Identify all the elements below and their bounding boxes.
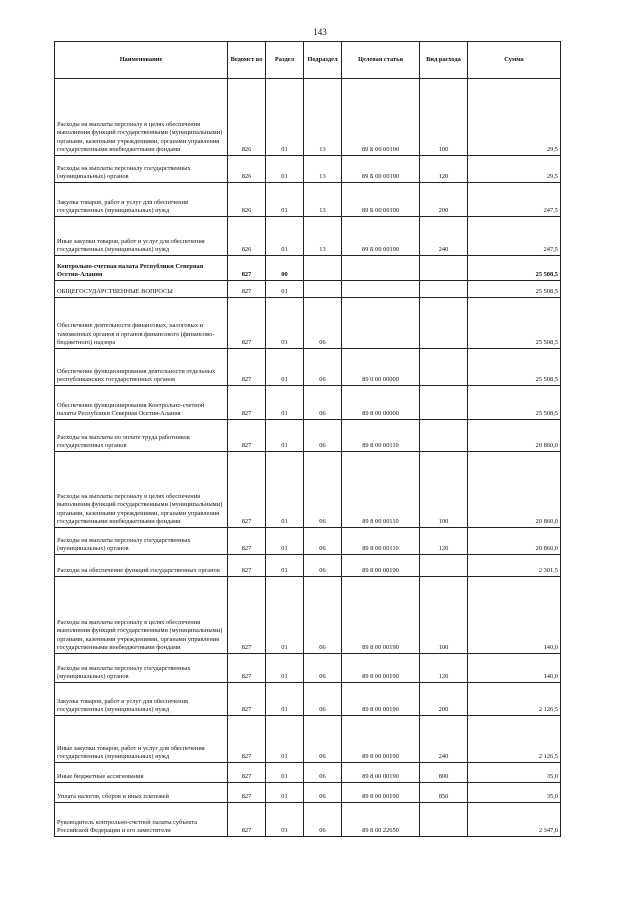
cell-summa: 140,0 [468, 654, 561, 683]
cell-summa: 20 860,0 [468, 420, 561, 452]
cell-vedomstvo: 827 [228, 386, 266, 420]
cell-vedomstvo: 827 [228, 577, 266, 654]
cell-razdel: 01 [266, 452, 304, 528]
cell-celevaya-statya: 89 8 00 00000 [342, 386, 420, 420]
cell-celevaya-statya: 89 Б 00 00190 [342, 79, 420, 156]
cell-razdel: 01 [266, 217, 304, 256]
cell-name: Обеспечение деятельности финансовых, налоговых и таможенных органов и органов финансового (финансово-бюджетного) надзора [55, 298, 228, 349]
cell-vedomstvo: 827 [228, 716, 266, 763]
cell-razdel: 01 [266, 183, 304, 217]
cell-vedomstvo: 827 [228, 783, 266, 803]
cell-podrazdel: 13 [304, 217, 342, 256]
table-row [55, 183, 561, 217]
cell-podrazdel: 06 [304, 298, 342, 349]
cell-razdel: 01 [266, 79, 304, 156]
cell-vid-raskhoda [420, 555, 468, 577]
cell-celevaya-statya: 89 8 00 00110 [342, 452, 420, 528]
header-vid-raskhoda: Вид расхода [420, 42, 468, 79]
cell-podrazdel: 06 [304, 803, 342, 837]
budget-table [54, 41, 561, 837]
cell-razdel: 01 [266, 577, 304, 654]
cell-celevaya-statya: 89 Б 00 00190 [342, 217, 420, 256]
cell-vedomstvo: 827 [228, 420, 266, 452]
cell-celevaya-statya: 89 8 00 00190 [342, 555, 420, 577]
cell-razdel: 01 [266, 803, 304, 837]
cell-name: ОБЩЕГОСУДАРСТВЕННЫЕ ВОПРОСЫ [55, 281, 228, 298]
cell-podrazdel: 13 [304, 156, 342, 183]
cell-podrazdel: 06 [304, 386, 342, 420]
cell-vedomstvo: 826 [228, 79, 266, 156]
cell-name: Иные бюджетные ассигнования [55, 763, 228, 783]
cell-vedomstvo: 827 [228, 349, 266, 386]
cell-podrazdel: 06 [304, 420, 342, 452]
header-name: Наименование [55, 42, 228, 79]
cell-name: Расходы на обеспечение функций государственных органов [55, 555, 228, 577]
table-header [55, 42, 561, 79]
cell-name: Расходы на выплаты персоналу государственных (муниципальных) органов [55, 654, 228, 683]
cell-celevaya-statya [342, 298, 420, 349]
header-vedomstvo: Ведомст во [228, 42, 266, 79]
cell-celevaya-statya: 89 8 00 00190 [342, 716, 420, 763]
cell-podrazdel: 06 [304, 716, 342, 763]
table-row [55, 349, 561, 386]
cell-razdel: 00 [266, 256, 304, 281]
cell-razdel: 01 [266, 716, 304, 763]
cell-celevaya-statya: 89 8 00 00110 [342, 528, 420, 555]
cell-name: Обеспечение функционирования Контрольно-счетной палаты Республики Северная Осетия-Алания [55, 386, 228, 420]
cell-vedomstvo: 827 [228, 281, 266, 298]
cell-summa: 2 126,5 [468, 716, 561, 763]
cell-vid-raskhoda [420, 420, 468, 452]
cell-vid-raskhoda: 100 [420, 452, 468, 528]
cell-summa: 25 508,5 [468, 256, 561, 281]
cell-summa: 29,5 [468, 79, 561, 156]
cell-razdel: 01 [266, 654, 304, 683]
table-row [55, 420, 561, 452]
cell-podrazdel: 06 [304, 783, 342, 803]
cell-podrazdel: 06 [304, 452, 342, 528]
cell-name: Расходы на выплаты персоналу государственных (муниципальных) органов [55, 156, 228, 183]
cell-summa: 247,5 [468, 183, 561, 217]
cell-vedomstvo: 827 [228, 683, 266, 716]
cell-vid-raskhoda: 100 [420, 79, 468, 156]
cell-name: Обеспечение функционирования деятельности отдельных республиканских государственных органов [55, 349, 228, 386]
cell-vedomstvo: 827 [228, 555, 266, 577]
cell-vid-raskhoda: 800 [420, 763, 468, 783]
cell-celevaya-statya: 89 Б 00 00190 [342, 156, 420, 183]
cell-name: Руководитель контрольно-счетной палаты субъекта Российской Федерации и его заместители [55, 803, 228, 837]
cell-vedomstvo: 827 [228, 763, 266, 783]
cell-podrazdel: 06 [304, 683, 342, 716]
table-row [55, 281, 561, 298]
cell-celevaya-statya: 89 8 00 22650 [342, 803, 420, 837]
table-row [55, 716, 561, 763]
cell-summa: 20 860,0 [468, 452, 561, 528]
cell-summa: 2 301,5 [468, 555, 561, 577]
cell-podrazdel [304, 281, 342, 298]
cell-vid-raskhoda: 120 [420, 654, 468, 683]
cell-vid-raskhoda [420, 256, 468, 281]
cell-celevaya-statya: 89 0 00 00000 [342, 349, 420, 386]
cell-name: Закупка товаров, работ и услуг для обеспечения государственных (муниципальных) нужд [55, 683, 228, 716]
cell-razdel: 01 [266, 555, 304, 577]
cell-summa: 140,0 [468, 577, 561, 654]
cell-name: Расходы на выплаты персоналу государственных (муниципальных) органов [55, 528, 228, 555]
cell-celevaya-statya: 89 8 00 00190 [342, 577, 420, 654]
cell-podrazdel: 06 [304, 654, 342, 683]
cell-vid-raskhoda [420, 349, 468, 386]
cell-podrazdel: 13 [304, 183, 342, 217]
cell-vid-raskhoda: 100 [420, 577, 468, 654]
table-row [55, 577, 561, 654]
table-row [55, 763, 561, 783]
cell-vedomstvo: 827 [228, 654, 266, 683]
cell-razdel: 01 [266, 386, 304, 420]
cell-vid-raskhoda: 240 [420, 716, 468, 763]
cell-celevaya-statya [342, 256, 420, 281]
cell-vedomstvo: 827 [228, 256, 266, 281]
cell-vedomstvo: 826 [228, 217, 266, 256]
cell-celevaya-statya: 89 8 00 00110 [342, 420, 420, 452]
cell-summa: 29,5 [468, 156, 561, 183]
cell-summa: 2 126,5 [468, 683, 561, 716]
cell-vid-raskhoda [420, 298, 468, 349]
cell-vedomstvo: 826 [228, 183, 266, 217]
cell-summa: 2 347,0 [468, 803, 561, 837]
cell-summa: 25 508,5 [468, 386, 561, 420]
cell-celevaya-statya: 89 8 00 00190 [342, 683, 420, 716]
header-razdel: Раздел [266, 42, 304, 79]
header-podrazdel: Подраздел [304, 42, 342, 79]
cell-razdel: 01 [266, 298, 304, 349]
table-row [55, 156, 561, 183]
cell-razdel: 01 [266, 783, 304, 803]
page-number: 143 [313, 27, 327, 37]
cell-summa: 35,0 [468, 763, 561, 783]
table-row [55, 683, 561, 716]
cell-celevaya-statya: 89 Б 00 00190 [342, 183, 420, 217]
header-celevaya-statya: Целевая статья [342, 42, 420, 79]
cell-celevaya-statya: 89 8 00 00190 [342, 654, 420, 683]
cell-summa: 25 508,5 [468, 349, 561, 386]
cell-name: Расходы на выплаты персоналу в целях обеспечения выполнения функций государственными (муниципальными) органами, казенными учреждениями, органами управления государственными внебюджетными фондами [55, 79, 228, 156]
cell-podrazdel [304, 256, 342, 281]
cell-celevaya-statya: 89 8 00 00190 [342, 783, 420, 803]
cell-podrazdel: 06 [304, 555, 342, 577]
table-row [55, 555, 561, 577]
cell-vid-raskhoda: 200 [420, 183, 468, 217]
cell-razdel: 01 [266, 763, 304, 783]
cell-vid-raskhoda: 240 [420, 217, 468, 256]
table-row [55, 803, 561, 837]
cell-name: Иные закупки товаров, работ и услуг для обеспечения государственных (муниципальных) нужд [55, 217, 228, 256]
cell-podrazdel: 06 [304, 528, 342, 555]
cell-vid-raskhoda: 120 [420, 528, 468, 555]
table-row [55, 298, 561, 349]
header-summa: Сумма [468, 42, 561, 79]
cell-vid-raskhoda [420, 386, 468, 420]
cell-podrazdel: 13 [304, 79, 342, 156]
cell-razdel: 01 [266, 156, 304, 183]
cell-razdel: 01 [266, 420, 304, 452]
cell-vedomstvo: 827 [228, 528, 266, 555]
cell-summa: 35,0 [468, 783, 561, 803]
table-row [55, 452, 561, 528]
cell-razdel: 01 [266, 528, 304, 555]
cell-celevaya-statya: 89 8 00 00190 [342, 763, 420, 783]
cell-name: Иные закупки товаров, работ и услуг для обеспечения государственных (муниципальных) нужд [55, 716, 228, 763]
cell-name: Расходы на выплаты персоналу в целях обеспечения выполнения функций государственными (муниципальными) органами, казенными учреждениями, органами управления государственными внебюджетными фондами [55, 452, 228, 528]
cell-vedomstvo: 827 [228, 298, 266, 349]
cell-vedomstvo: 827 [228, 452, 266, 528]
cell-podrazdel: 06 [304, 349, 342, 386]
cell-vedomstvo: 827 [228, 803, 266, 837]
cell-razdel: 01 [266, 349, 304, 386]
cell-summa: 247,5 [468, 217, 561, 256]
table-row [55, 386, 561, 420]
cell-name: Контрольно-счетная палата Республики Северная Осетия-Алания [55, 256, 228, 281]
cell-name: Расходы на выплаты персоналу в целях обеспечения выполнения функций государственными (муниципальными) органами, казенными учреждениями, органами управления государственными внебюджетными фондами [55, 577, 228, 654]
cell-name: Закупка товаров, работ и услуг для обеспечения государственных (муниципальных) нужд [55, 183, 228, 217]
cell-vedomstvo: 826 [228, 156, 266, 183]
cell-summa: 20 860,0 [468, 528, 561, 555]
table-row [55, 79, 561, 156]
cell-vid-raskhoda [420, 281, 468, 298]
cell-vid-raskhoda: 850 [420, 783, 468, 803]
table-row [55, 783, 561, 803]
cell-summa: 25 508,5 [468, 281, 561, 298]
cell-podrazdel: 06 [304, 763, 342, 783]
cell-podrazdel: 06 [304, 577, 342, 654]
cell-name: Расходы на выплаты по оплате труда работников государственных органов [55, 420, 228, 452]
cell-vid-raskhoda: 120 [420, 156, 468, 183]
table-row [55, 256, 561, 281]
cell-razdel: 01 [266, 683, 304, 716]
cell-vid-raskhoda [420, 803, 468, 837]
cell-summa: 25 508,5 [468, 298, 561, 349]
cell-vid-raskhoda: 200 [420, 683, 468, 716]
table-body [55, 79, 561, 837]
cell-name: Уплата налогов, сборов и иных платежей [55, 783, 228, 803]
cell-celevaya-statya [342, 281, 420, 298]
table-row [55, 528, 561, 555]
cell-razdel: 01 [266, 281, 304, 298]
table-row [55, 217, 561, 256]
table-row [55, 654, 561, 683]
